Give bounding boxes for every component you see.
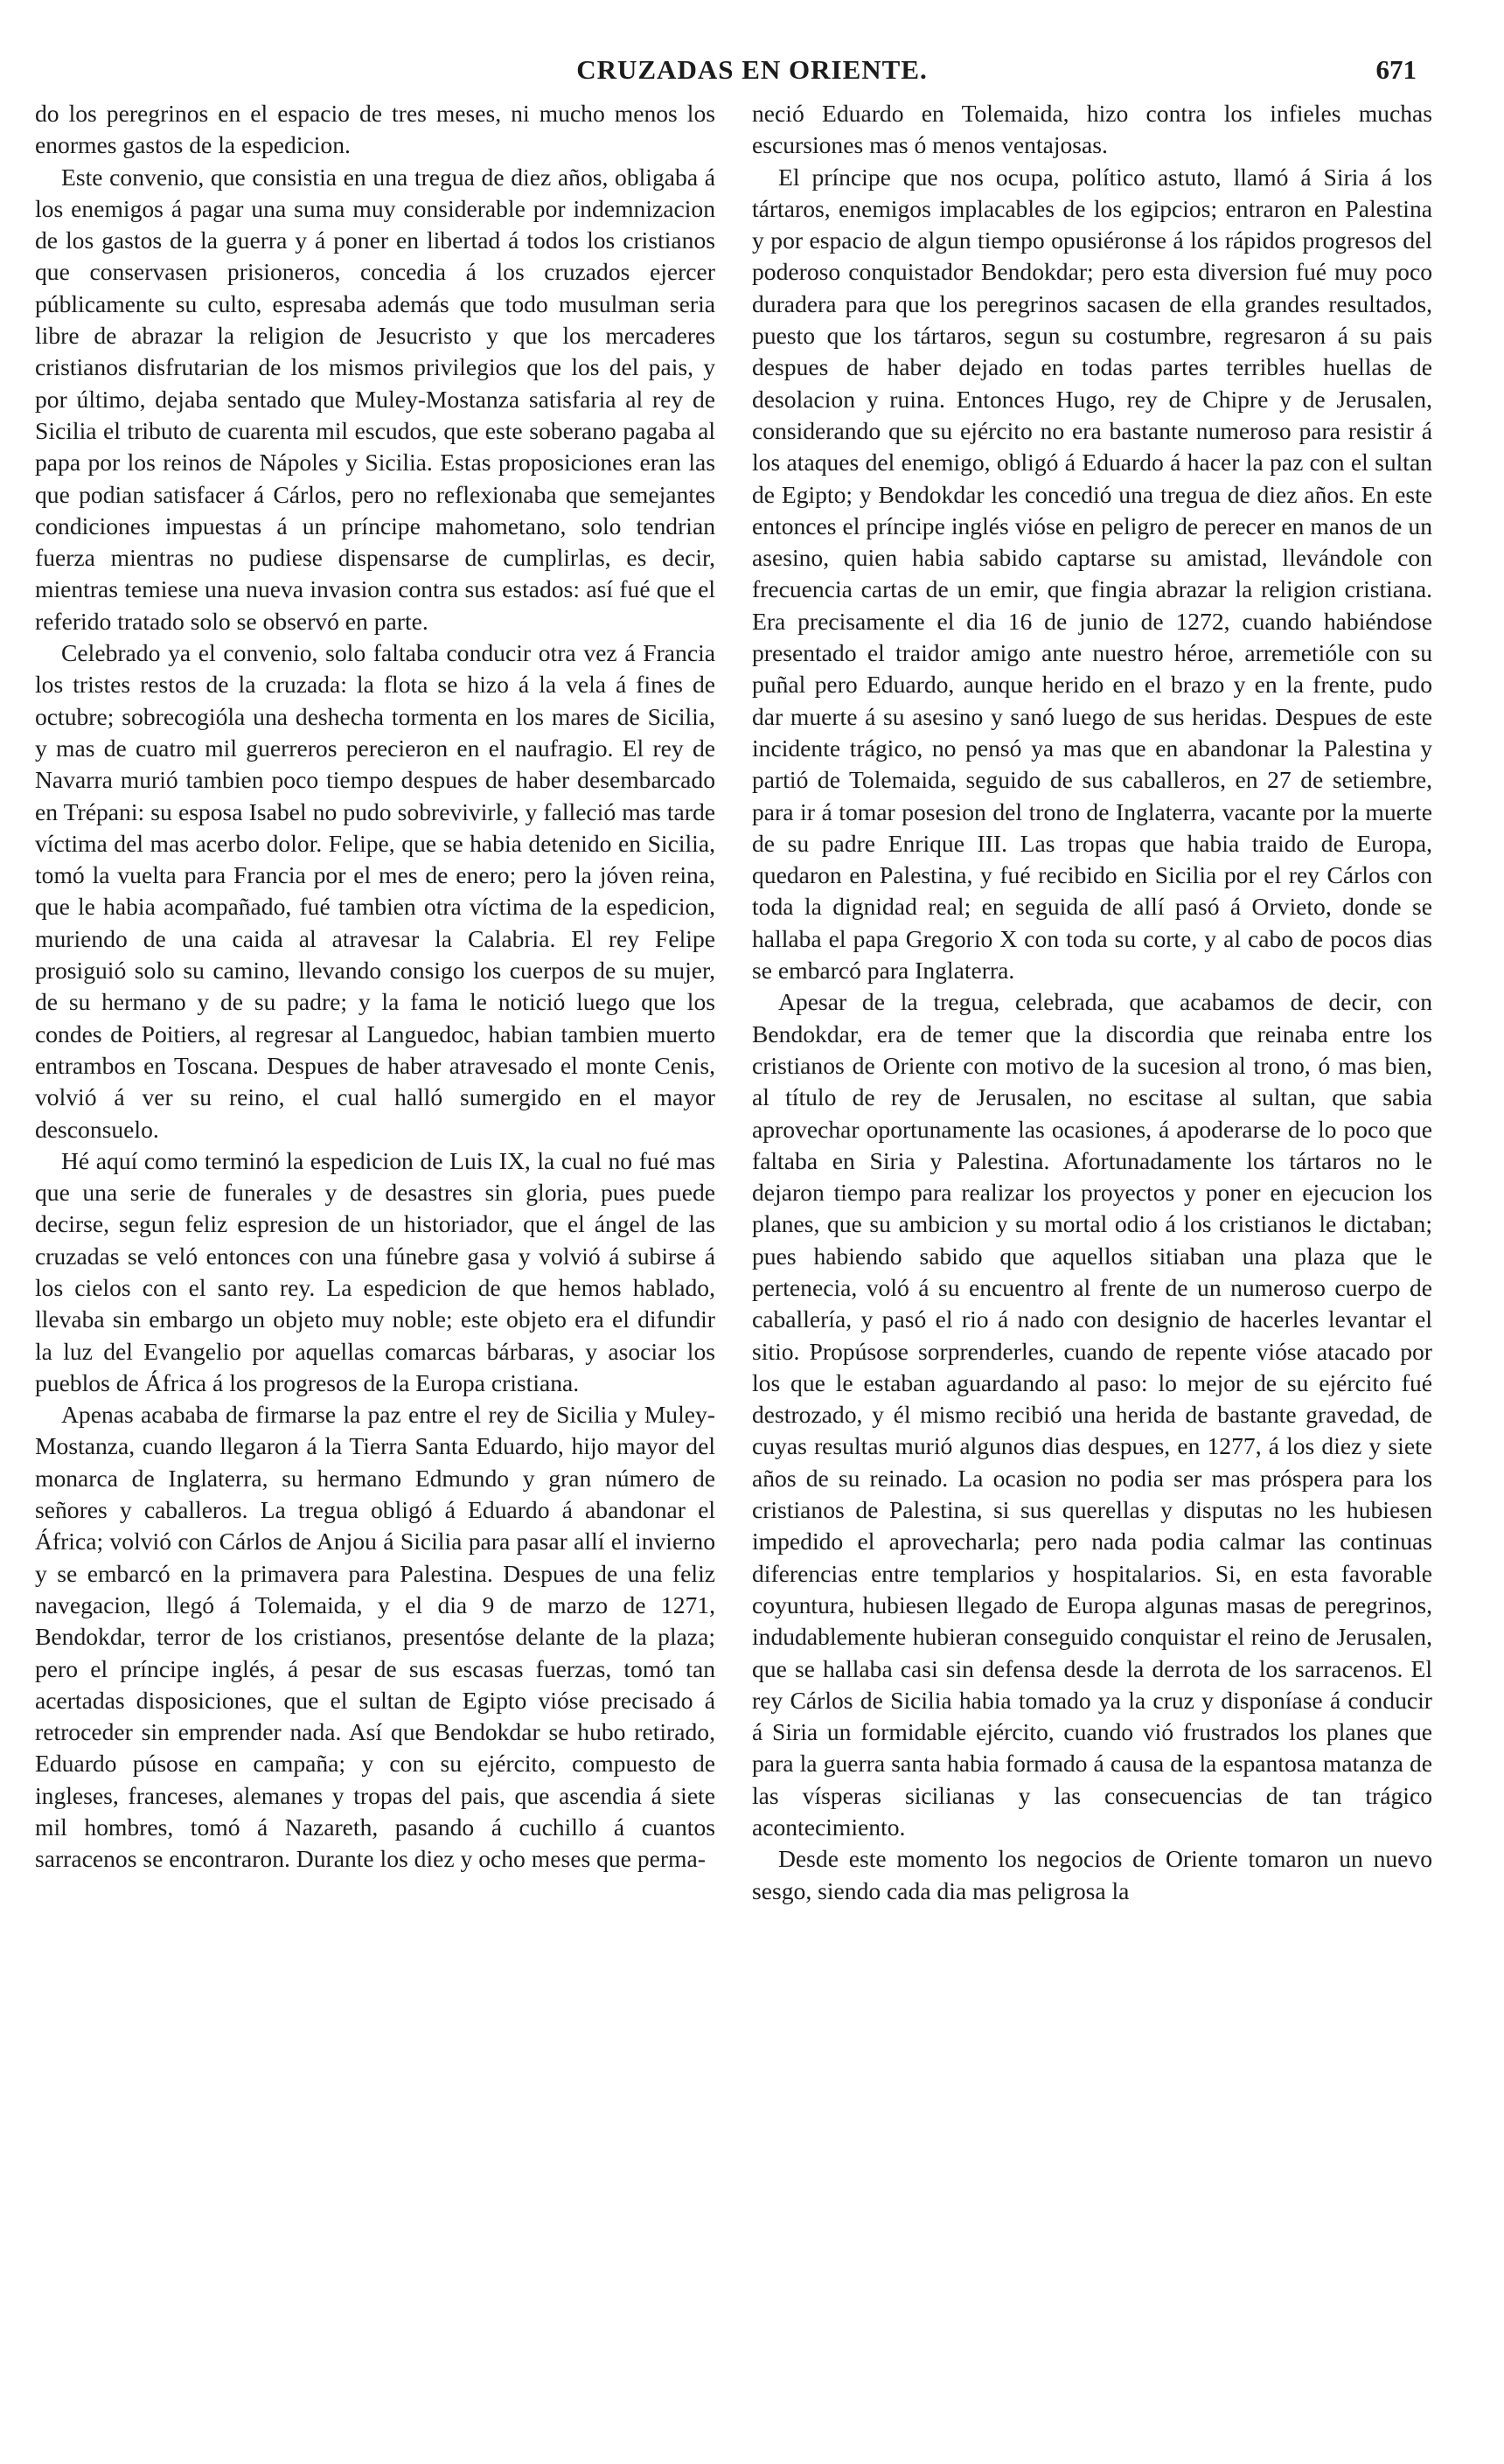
running-title: CRUZADAS EN ORIENTE. [576,54,928,85]
paragraph: Celebrado ya el convenio, solo faltaba conducir otra vez á Francia los tristes restos de la cruzada: la flota se hizo á la vela á fines de octubre; sobrecogióla una deshecha tormenta en los mares de Sicilia, y mas de cuatro mil guerreros perecieron en el naufragio. El rey de Navarra murió tambien poco tiempo despues de haber desembarcado en Trépani: su esposa Isabel no pudo sobrevivirle, y falleció mas tarde víctima del mas acerbo dolor. Felipe, que se habia detenido en Sicilia, tomó la vuelta para Francia por el mes de enero; pero la jóven reina, que le habia acompañado, fué tambien otra víctima de la espedicion, muriendo de una caida al atravesar la Calabria. El rey Felipe prosiguió solo su camino, llevando consigo los cuerpos de su mujer, de su hermano y de su padre; y la fama le notició luego que los condes de Poitiers, al regresar al Languedoc, habian tambien muerto entrambos en Toscana. Despues de haber atravesado el monte Cenis, volvió á ver su reino, el cual halló sumergido en el mayor desconsuelo. [35,639,715,1143]
page-number: 671 [1375,54,1417,85]
paragraph: neció Eduardo en Tolemaida, hizo contra los infieles muchas escursiones mas ó menos ventajosas. [752,100,1432,159]
paragraph: Desde este momento los negocios de Oriente tomaron un nuevo sesgo, siendo cada dia mas peligrosa la [752,1845,1432,1904]
right-column [752,98,1432,1907]
paragraph: Apesar de la tregua, celebrada, que acabamos de decir, con Bendokdar, era de temer que la discordia que reinaba entre los cristianos de Oriente con motivo de la sucesion al trono, ó mas bien, al título de rey de Jerusalen, no escitase al sultan, que sabia aprovechar oportunamente las ocasiones, á apoderarse de lo poco que faltaba en Siria y Palestina. Afortunadamente los tártaros no le dejaron tiempo para realizar los proyectos y poner en ejecucion los planes, que su ambicion y su mortal odio á los cristianos le dictaban; pues habiendo sabido que aquellos sitiaban una plaza que le pertenecia, voló á su encuentro al frente de un numeroso cuerpo de caballería, y pasó el rio á nado con designio de hacerles levantar el sitio. Propúsose sorprenderles, cuando de repente vióse atacado por los que le estaban aguardando al paso: lo mejor de su ejército fué destrozado, y él mismo recibió una herida de bastante gravedad, de cuyas resultas murió algunos dias despues, en 1277, á los diez y siete años de su reinado. La ocasion no podia ser mas próspera para los cristianos de Palestina, si sus querellas y disputas no les hubiesen impedido el aprovecharla; pero nada podia calmar las continuas diferencias entre templarios y hospitalarios. Si, en esta favorable coyuntura, hubiesen llegado de Europa algunas masas de peregrinos, indudablemente hubieran conseguido conquistar el reino de Jerusalen, que se hallaba casi sin defensa desde la derrota de los sarracenos. El rey Cárlos de Sicilia habia tomado ya la cruz y disponíase á conducir á Siria un formidable ejército, cuando vió frustrados los planes que para la guerra santa habia formado á causa de la espantosa matanza de las vísperas sicilianas y las consecuencias de tan trágico acontecimiento. [752,988,1432,1841]
paragraph: Hé aquí como terminó la espedicion de Luis IX, la cual no fué mas que una serie de funerales y de desastres sin gloria, pues puede decirse, segun feliz espresion de un historiador, que el ángel de las cruzadas se veló entonces con una fúnebre gasa y volvió á subirse á los cielos con el santo rey. La espedicion de que hemos hablado, llevaba sin embargo un objeto muy noble; este objeto era el difundir la luz del Evangelio por aquellas comarcas bárbaras, y asociar los pueblos de África á los progresos de la Europa cristiana. [35,1146,715,1396]
paragraph: Apenas acababa de firmarse la paz entre el rey de Sicilia y Muley-Mostanza, cuando llegaron á la Tierra Santa Eduardo, hijo mayor del monarca de Inglaterra, su hermano Edmundo y gran número de señores y caballeros. La tregua obligó á Eduardo á abandonar el África; volvió con Cárlos de Anjou á Sicilia para pasar allí el invierno y se embarcó en la primavera para Palestina. Despues de una feliz navegacion, llegó á Tolemaida, y el dia 9 de marzo de 1271, Bendokdar, terror de los cristianos, presentóse delante de la plaza; pero el príncipe inglés, á pesar de sus escasas fuerzas, tomó tan acertadas disposiciones, que el sultan de Egipto vióse precisado á retroceder sin emprender nada. Así que Bendokdar se hubo retirado, Eduardo púsose en campaña; y con su ejército, compuesto de ingleses, franceses, alemanes y tropas del pais, que ascendia á siete mil hombres, tomó á Nazareth, pasando á cuchillo á cuantos sarracenos se encontraron. Durante los diez y ocho meses que perma- [35,1401,715,1873]
paragraph: El príncipe que nos ocupa, político astuto, llamó á Siria á los tártaros, enemigos implacables de los egipcios; entraron en Palestina y por espacio de algun tiempo opusiéronse á los rápidos progresos del poderoso conquistador Bendokdar; pero esta diversion fué muy poco duradera para que los peregrinos sacasen de ella grandes resultados, puesto que los tártaros, segun su costumbre, regresaron á su pais despues de haber dejado en todas partes terribles huellas de desolacion y ruina. Entonces Hugo, rey de Chipre y de Jerusalen, considerando que su ejército no era bastante numeroso para resistir á los ataques del enemigo, obligó á Eduardo á hacer la paz con el sultan de Egipto; y Bendokdar les concedió una tregua de diez años. En este entonces el príncipe inglés vióse en peligro de perecer en manos de un asesino, quien habia sabido captarse su amistad, llevándole con frecuencia cartas de un emir, que fingia abrazar la religion cristiana. Era precisamente el dia 16 de junio de 1272, cuando habiéndose presentado el traidor amigo ante nuestro héroe, arremetióle con su puñal pero Eduardo, aunque herido en el brazo y en la frente, pudo dar muerte á su asesino y sanó luego de sus heridas. Despues de este incidente trágico, no pensó ya mas que en abandonar la Palestina y partió de Tolemaida, seguido de sus caballeros, en 27 de setiembre, para ir á tomar posesion del trono de Inglaterra, vacante por la muerte de su padre Enrique III. Las tropas que habia traido de Europa, quedaron en Palestina, y fué recibido en Sicilia por el rey Cárlos con toda la dignidad real; en seguida de allí pasó á Orvieto, donde se hallaba el papa Gregorio X con toda su corte, y al cabo de pocos dias se embarcó para Inglaterra. [752,163,1432,985]
paragraph: Este convenio, que consistia en una tregua de diez años, obligaba á los enemigos á pagar una suma muy considerable por indemnizacion de los gastos de la guerra y á poner en libertad á todos los cristianos que conservasen prisioneros, concedia á los cruzados ejercer públicamente su culto, espresaba además que todo musulman seria libre de abrazar la religion de Jesucristo y que los mercaderes cristianos disfrutarian de los mismos privilegios que los del pais, y por último, dejaba sentado que Muley-Mostanza satisfaria al rey de Sicilia el tributo de cuarenta mil escudos, que este soberano pagaba al papa por los reinos de Nápoles y Sicilia. Estas proposiciones eran las que podian satisfacer á Cárlos, pero no reflexionaba que semejantes condiciones impuestas á un príncipe mahometano, solo tendrian fuerza mientras no pudiese dispensarse de cumplirlas, es decir, mientras temiese una nueva invasion contra sus estados: así fué que el referido tratado solo se observó en parte. [35,163,715,635]
paragraph: do los peregrinos en el espacio de tres meses, ni mucho menos los enormes gastos de la espedicion. [35,100,715,159]
left-column [35,98,715,1876]
